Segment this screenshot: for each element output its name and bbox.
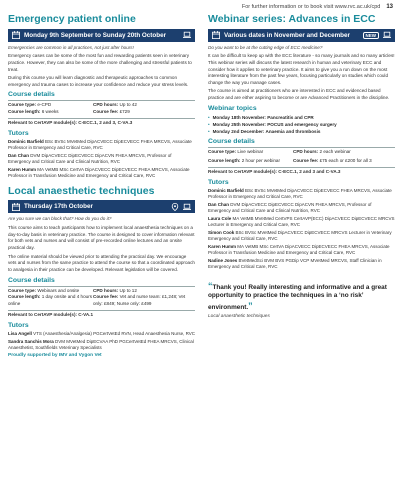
- quote-close-icon: ”: [248, 300, 253, 311]
- anaesthetic-details-heading: Course details: [8, 276, 55, 284]
- emergency-tutors-heading: Tutors: [8, 129, 29, 137]
- emergency-course: [8, 14, 195, 180]
- emergency-lead: Emergencies are common in all practices, not just after hours!: [8, 44, 134, 50]
- anaesthetic-para-2: The online material should be viewed prior to attending the practical day. We encourage vets and nurses from the same practice to attend the course so that a coordinated approach to analgesia in their practice can be developed. Relevant legislation will be covered.: [8, 253, 195, 272]
- tutor-entry: Simon Cook BSc BVSc MVetMed DipACVECC DipECVECC MRCVS Lecturer in Veterinary Emergency and Critical Care, RVC: [208, 229, 392, 242]
- emergency-details-row-1: Course type: e-CPD CPD hours: Up to 42: [8, 102, 137, 108]
- webinar-topics-heading: Webinar topics: [208, 104, 257, 112]
- anaesthetic-title: Local anaesthetic techniques: [8, 184, 155, 197]
- tutor-entry: Dominic Barfield BSc BVSc MVetMed DipACVECC DipECVECC FHEA MRCVS, Associate Professor in Emergency and Critical Care, RVC: [8, 138, 192, 151]
- left-column: [8, 14, 195, 358]
- anaesthetic-para-1: This course aims to teach participants how to implement local anaesthesia techniques on a day-to-day basis in veterinary practice. The course is designed to cover information relevant for both vets and nurses and will consist of pre-recorded online lectures and an onsite practical day.: [8, 224, 195, 250]
- tutor-entry: Karen Humm MA VetMB MSc CertVA DipACVECC DipECVECC FHEA MRCVS, Associate Professor in Transfusion Medicine and Emergency and Critical Care, RVC: [8, 167, 190, 179]
- tutor-entry: Laura Cole MA VetMB MVetMed CertVPS CertAVP(ECC) DipACVECC DipECVECC MRCVS Lecturer in Emergency and Critical Care, RVC: [208, 215, 395, 228]
- right-column: [208, 14, 395, 319]
- webinar-date: Various dates in November and December: [224, 31, 350, 39]
- page-header: [242, 4, 393, 10]
- emergency-para-2: During this course you will learn diagnostic and therapeutic approaches to common emergency and trauma cases to increase your confidence and reduce your stress levels.: [8, 75, 189, 87]
- laptop-icon: [383, 31, 391, 39]
- calendar-icon: [212, 31, 220, 39]
- webinar-tutors-heading: Tutors: [208, 178, 229, 186]
- tutor-entry: Sandra Sanchis Mora DVM MVetMed DipECVAA PhD PGCertVetEd FHEA MRCVS, Clinical Anaesthetist, Southfields Veterinary Specialists: [8, 338, 194, 350]
- webinar-para-1: It can be difficult to keep up with the ECC literature - so many journals and so many articles! This webinar series will discuss the latest research in human and veterinary ECC and consider how it applies to veterinary practice. It aims to give you a run down on the most interesting literature from the past few years, focusing particularly on studies which could change the way you manage cases.: [208, 53, 395, 85]
- webinar-relevant: Relevant to CertAVP module(s): C-ECC.1, 2 and 3 and C-VA.3: [208, 168, 341, 174]
- emergency-date-bar: [8, 29, 195, 42]
- tutor-entry: Nadine Jones BVetMedSci BVM BVS PGDip VCP MVetMed MRCVS, Staff Clinician in Emergency and Critical Care, RVC: [208, 258, 382, 270]
- anaesthetic-date: Thursday 17th October: [24, 203, 93, 211]
- tutor-entry: Lisa Angell VTS (Anaesthesia/Analgesia) PGCertVetEd RVN, Head Anaesthesia Nurse, RVC: [8, 330, 196, 336]
- emergency-title: Emergency patient online: [8, 13, 136, 25]
- laptop-icon: [183, 31, 191, 39]
- emergency-date: Monday 9th September to Sunday 20th October: [24, 31, 167, 39]
- quote-source: Local anaesthetic techniques: [208, 314, 270, 320]
- emergency-details-heading: Course details: [8, 91, 55, 99]
- anaesthetic-course: [8, 186, 195, 359]
- webinar-details-row-2: Course length: 2 hour per webinar Course fee: £75 each or £200 for all 3: [208, 158, 372, 164]
- quote-open-icon: “: [208, 280, 213, 291]
- anaesthetic-relevant: Relevant to CertAVP module(s): C-VA.1: [8, 312, 93, 318]
- webinar-details-row-1: Course type: Live webinar CPD hours: 2 each webinar: [208, 149, 351, 155]
- webinar-para-2: The course is aimed at practitioners who are interested in ECC and evidenced based practice and are either aspiring to become or are Advanced Practitioners in the discipline.: [208, 88, 390, 101]
- webinar-topics-list: [208, 114, 395, 135]
- anaesthetic-details-row-1: Course type: Webinars and onsite CPD hours: Up to 12: [8, 287, 137, 293]
- calendar-icon: [12, 203, 20, 211]
- anaesthetic-date-bar: [8, 200, 195, 213]
- laptop-icon: [183, 203, 191, 211]
- webinar-lead: Do you want to be at the cutting edge of ECC medicine?: [208, 44, 323, 50]
- anaesthetic-lead: Are you sure we can block that? How do you do it?: [8, 216, 112, 222]
- visit-text: For further information or to book visit www.rvc.ac.uk/cpd: [241, 4, 381, 10]
- location-pin-icon: [171, 203, 179, 211]
- new-badge: NEW: [363, 32, 380, 39]
- webinar-course: [208, 14, 395, 271]
- emergency-details-row-2: Course length: 6 weeks Course fee: £729: [8, 109, 130, 115]
- anaesthetic-tutors-heading: Tutors: [8, 321, 29, 329]
- testimonial-quote: [208, 281, 395, 320]
- sponsor-line: Proudly supported by IMV and Vygon Vet: [8, 353, 102, 359]
- page-number: 13: [386, 4, 393, 10]
- webinar-date-bar: [208, 29, 395, 42]
- webinar-title: Webinar series: Advances in ECC: [208, 13, 376, 25]
- tutor-entry: Dan Chan DVM DipACVECC DipECVECC DipACVN FHEA MRCVS, Professor of Emergency and Critical Care and Clinical Nutrition, RVC: [208, 201, 372, 213]
- tutor-entry: Dominic Barfield BSc BVSc MVetMed DipACVECC DipECVECC FHEA MRCVS, Associate Professor in Emergency and Critical Care, RVC: [208, 187, 392, 199]
- quote-text: Thank you! Really interesting and informative and a great opportunity to practice the techniques in a ‘no risk’ environment.: [208, 283, 387, 311]
- list-item: • Monday 25th November: POCUS and emergency surgery: [208, 121, 395, 128]
- emergency-relevant: Relevant to CertAVP module(s): C-ECC.1, 2 and 3, C-VA.3: [8, 120, 133, 126]
- webinar-details-heading: Course details: [208, 138, 255, 146]
- calendar-icon: [12, 31, 20, 39]
- emergency-para-1: Emergency cases can be some of the most fun and rewarding patients seen in veterinary practice. However, they can also be some of the more challenging and stressful patients to treat.: [8, 53, 192, 72]
- anaesthetic-details-row-2: Course length: 1 day onsite and 4 hours online Course fee: Vet and nurse team: £1,248; Vet only: £849; Nurse only: £499: [8, 294, 186, 307]
- tutor-entry: Karen Humm MA VetMB MSc CertVA DipACVECC DipECVECC FHEA MRCVS, Associate Professor in Transfusion Medicine and Emergency and Critical Care, RVC: [208, 243, 390, 256]
- tutor-entry: Dan Chan DVM DipACVECC DipECVECC DipACVN FHEA MRCVS, Professor of Emergency and Critical Care and Clinical Nutrition, RVC: [8, 153, 172, 165]
- list-item: • Monday 18th November: Pancreatitis and CPR: [208, 114, 395, 121]
- list-item: • Monday 2nd December: Anaemia and thrombosis: [208, 128, 395, 135]
